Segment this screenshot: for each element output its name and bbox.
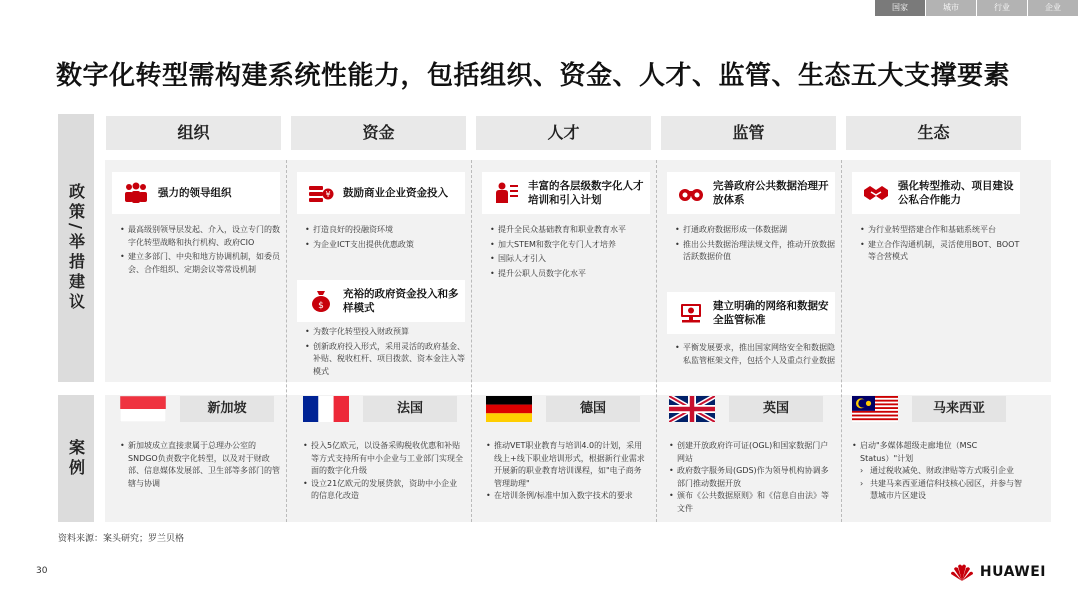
top-nav [874,0,1078,16]
france-flag-icon [303,396,349,422]
svg-text:¥: ¥ [325,190,331,199]
column-divider [286,160,287,522]
money-icon [307,179,335,207]
case-bullet: • 政府数字服务局(GDS)作为领导机构协调多部门推动数据开放 [669,465,831,490]
country-name: 法国 [363,396,457,422]
policy-item-title: 充裕的政府资金投入和多样模式 [343,288,459,314]
col-head-regulation: 监管 [661,116,836,150]
bullet: • 加大STEM和数字化专门人才培养 [490,239,650,252]
country-malaysia [852,396,1006,422]
side-label-case [58,395,94,522]
tab-city[interactable]: 城市 [926,0,976,16]
bullet: • 提升全民众基础教育和职业教育水平 [490,224,650,237]
tab-enterprise[interactable]: 企业 [1028,0,1078,16]
huawei-logo [949,562,1046,582]
column-divider [841,160,842,522]
policy-item-public-data [667,172,835,214]
policy-item-security [667,292,835,334]
country-uk [669,396,823,422]
svg-text:$: $ [318,301,324,311]
page-number: 30 [36,566,48,576]
country-name: 德国 [546,396,640,422]
bullet: • 为企业ICT支出提供优惠政策 [305,239,465,252]
policy-item-leadership [112,172,280,214]
bullet-list [860,224,1025,266]
moneybag-icon [307,287,335,315]
policy-item-government-funding [297,280,465,322]
network-icon [677,299,705,327]
bullet: • 打通政府数据形成一体数据湖 [675,224,835,237]
case-sub-bullet: › 共建马来西亚通信科技核心园区，并参与智慧城市片区建设 [852,478,1022,503]
bullet-list [675,342,835,369]
bullet: • 最高级别领导层发起、介入，设立专门的数字化转型战略和执行机构、政府CIO [120,224,280,249]
huawei-logo-icon [949,562,975,582]
policy-item-ppp [852,172,1020,214]
side-label-policy-text: 政策/举措建议 [66,183,86,313]
policy-item-title: 丰富的各层级数字化人才培训和引入计划 [528,180,644,206]
case-sub-bullet: › 通过税收减免、财政津贴等方式吸引企业 [852,465,1022,478]
bullet: • 推出公共数据治理法规文件，推动开放数据活跃数据价值 [675,239,835,264]
uk-flag-icon [669,396,715,422]
column-divider [656,160,657,522]
country-germany [486,396,640,422]
binoculars-icon [677,179,705,207]
side-label-policy [58,114,94,382]
bullet-list [305,326,465,380]
bullet: • 国际人才引入 [490,253,650,266]
bullet: • 提升公职人员数字化水平 [490,268,650,281]
col-head-funding: 资金 [291,116,466,150]
policy-item-title: 完善政府公共数据治理开放体系 [713,180,829,206]
case-list-germany [486,440,648,503]
case-bullet: • 启动"多媒体超级走廊地位（MSC Status）"计划 [852,440,1022,465]
bullet-list [120,224,280,278]
case-bullet: • 创建开放政府许可证(OGL)和国家数据门户网站 [669,440,831,465]
column-divider [471,160,472,522]
case-bullet: • 在培训条例/标准中加入数字技术的要求 [486,490,648,503]
bullet: • 打造良好的投融资环境 [305,224,465,237]
tab-industry[interactable]: 行业 [977,0,1027,16]
case-bullet: • 推动VET职业教育与培训4.0的计划，采用线上+线下职业培训形式，根据新行业需求开展新的职业教育培训课程，如"电子商务管理助理" [486,440,648,490]
col-head-organization: 组织 [106,116,281,150]
malaysia-flag-icon [852,396,898,422]
germany-flag-icon [486,396,532,422]
policy-item-title: 强力的领导组织 [158,187,232,199]
bullet: • 创新政府投入形式，采用灵活的政府基金、补贴、税收杠杆、项目拨款、资本金注入等模式 [305,341,465,379]
tab-country[interactable]: 国家 [875,0,925,16]
country-name: 英国 [729,396,823,422]
bullet-list [305,224,465,253]
bullet-list [490,224,650,282]
page-title: 数字化转型需构建系统性能力，包括组织、资金、人才、监管、生态五大支撑要素 [56,61,1011,91]
col-head-ecosystem: 生态 [846,116,1021,150]
bullet: • 为行业转型搭建合作和基础系统平台 [860,224,1025,237]
source-note: 资料来源：案头研究；罗兰贝格 [58,534,185,544]
case-bullet: • 设立21亿欧元的发展贷款，资助中小企业的信息化改造 [303,478,465,503]
policy-item-business-funding [297,172,465,214]
bullet: • 平衡发展要求，推出国家网络安全和数据隐私监管框架文件，包括个人及重点行业数据 [675,342,835,367]
case-list-malaysia [852,440,1022,503]
case-list-france [303,440,465,503]
people-icon [122,179,150,207]
policy-item-title: 建立明确的网络和数据安全监管标准 [713,300,829,326]
singapore-flag-icon [120,396,166,422]
policy-item-title: 强化转型推动、项目建设公私合作能力 [898,180,1014,206]
bullet: • 建立合作沟通机制，灵活使用BOT、BOOT等合营模式 [860,239,1025,264]
country-france [303,396,457,422]
bullet: • 为数字化转型投入财政预算 [305,326,465,339]
side-label-case-text: 案例 [66,438,86,479]
case-list-singapore [120,440,280,490]
logo-text: HUAWEI [979,564,1046,580]
bullet-list [675,224,835,266]
case-bullet: • 新加坡成立直接隶属于总理办公室的SNDGO负责数字化转型，以及对于财政部、信息媒体发展部、卫生部等多部门的管辖与协调 [120,440,280,490]
country-singapore [120,396,274,422]
policy-item-talent [482,172,650,214]
talent-icon [492,179,520,207]
policy-item-title: 鼓励商业企业资金投入 [343,187,448,199]
bullet: • 建立多部门、中央和地方协调机制，如委员会、合作组织、定期会议等常设机制 [120,251,280,276]
case-bullet: • 投入5亿欧元，以设备采购税收优惠和补贴等方式支持所有中小企业与工业部门实现全面的数字化升级 [303,440,465,478]
case-list-uk [669,440,831,515]
country-name: 马来西亚 [912,396,1006,422]
col-head-talent: 人才 [476,116,651,150]
case-bullet: • 颁布《公共数据原则》和《信息自由法》等文件 [669,490,831,515]
handshake-icon [862,179,890,207]
country-name: 新加坡 [180,396,274,422]
